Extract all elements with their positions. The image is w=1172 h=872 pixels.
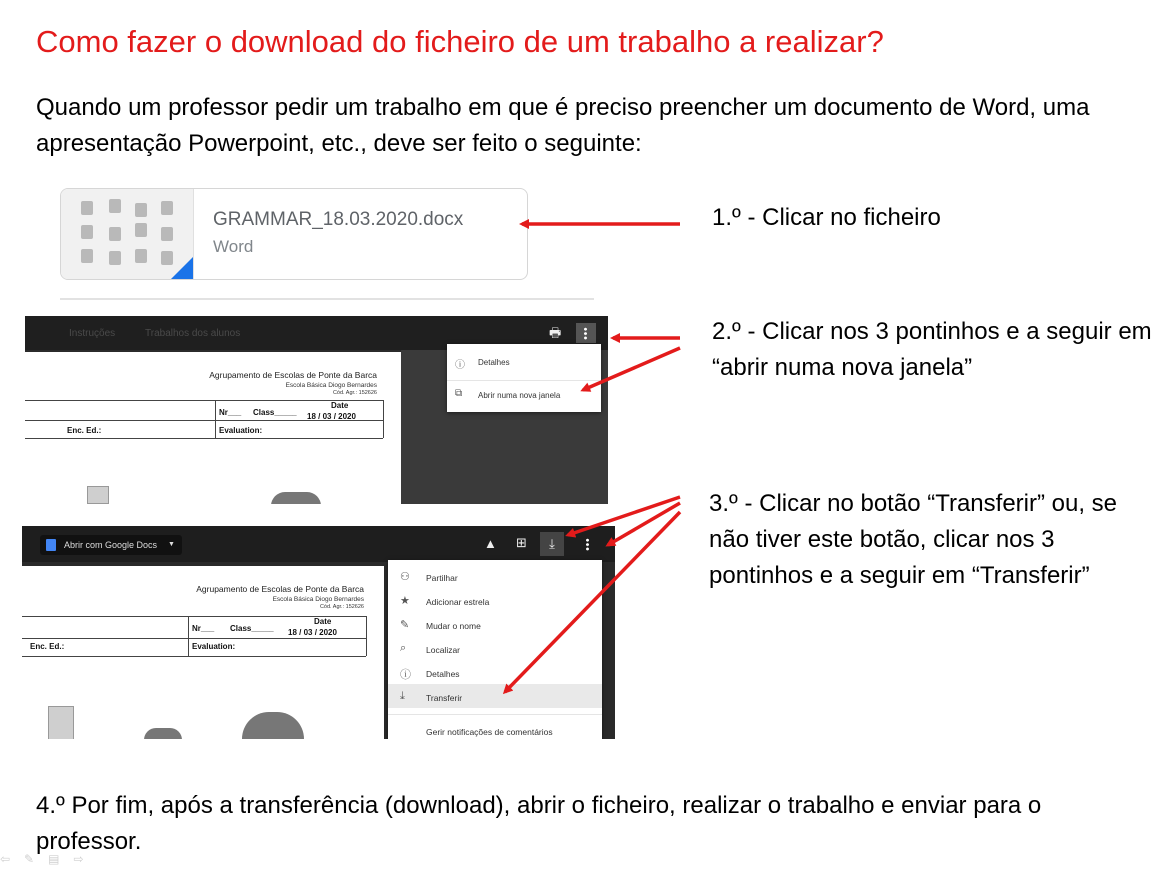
menu-item-highlight	[388, 684, 602, 708]
add-to-drive-icon[interactable]: ▲	[484, 536, 497, 551]
doc-date-value: 18 / 03 / 2020	[288, 628, 337, 637]
menu-item-comment-notifications[interactable]: Gerir notificações de comentários	[426, 727, 553, 737]
doc-date-label: Date	[331, 401, 349, 410]
tab-student-work[interactable]: Trabalhos dos alunos	[145, 328, 241, 339]
intro-text: Quando um professor pedir um trabalho em que é preciso preencher um documento de Word, uma apresentação Powerpoint, etc., deve ser feito o seguinte:	[36, 94, 1090, 157]
doc-evaluation: Evaluation:	[192, 642, 236, 651]
info-icon: ⓘ	[400, 669, 411, 681]
download-button[interactable]: ⤓	[540, 532, 564, 556]
doc-nr: Nr___	[219, 408, 242, 417]
open-with-docs-button[interactable]	[40, 535, 182, 555]
tab-instructions[interactable]: Instruções	[69, 328, 116, 339]
locate-icon: ⌕	[400, 642, 407, 654]
person-add-icon: ⚇	[400, 571, 410, 583]
more-vert-icon	[584, 327, 587, 340]
more-vert-icon[interactable]	[586, 538, 589, 551]
drive-options-menu	[388, 560, 602, 739]
info-icon: ⓘ	[455, 360, 465, 371]
step-1-text: 1.º - Clicar no ficheiro	[712, 204, 941, 231]
divider	[60, 298, 594, 300]
document-preview	[25, 352, 401, 504]
step-2-text: 2.º - Clicar nos 3 pontinhos e a seguir em “abrir numa nova janela”	[712, 318, 1152, 381]
doc-class: Class_____	[230, 624, 274, 633]
doc-enc-ed: Enc. Ed.:	[67, 426, 102, 435]
menu-item-locate[interactable]: Localizar	[426, 645, 461, 655]
doc-enc-ed: Enc. Ed.:	[30, 642, 65, 651]
menu-item-open-new-window[interactable]: Abrir numa nova janela	[478, 391, 561, 400]
menu-item-download[interactable]: Transferir	[426, 693, 463, 703]
doc-code: Cód. Agr.: 152626	[332, 390, 377, 396]
umbrella-image	[144, 728, 182, 739]
menu-item-share[interactable]: Partilhar	[426, 573, 458, 583]
viewer-screenshot-1	[25, 316, 608, 504]
menu-item-details[interactable]: Detalhes	[426, 669, 460, 679]
viewer-screenshot-2	[22, 526, 615, 739]
doc-date-value: 18 / 03 / 2020	[307, 412, 356, 421]
doc-school: Agrupamento de Escolas de Ponte da Barca	[196, 584, 364, 594]
open-new-window-icon: ⧉	[455, 388, 463, 399]
dropdown-icon: ▼	[168, 541, 175, 548]
file-card[interactable]	[60, 188, 528, 280]
file-thumbnail	[61, 189, 194, 279]
word-doc-icon	[171, 257, 193, 279]
doc-evaluation: Evaluation:	[219, 426, 263, 435]
open-with-docs-label: Abrir com Google Docs	[64, 540, 158, 550]
doc-nr: Nr___	[192, 624, 215, 633]
download-icon: ⤓	[400, 690, 405, 702]
print-icon[interactable]: 🖶	[549, 325, 562, 340]
more-options-button[interactable]	[576, 323, 596, 343]
umbrella-image	[242, 712, 304, 739]
star-icon: ★	[400, 595, 410, 607]
doc-subschool: Escola Básica Diogo Bernardes	[272, 596, 364, 603]
pencil-icon: ✎	[400, 619, 410, 631]
file-name: GRAMMAR_18.03.2020.docx	[213, 209, 464, 230]
menu-item-details[interactable]: Detalhes	[478, 358, 510, 367]
slide-nav-icons: ⇦✎▤⇨	[0, 852, 98, 866]
fridge-image	[87, 486, 109, 504]
fridge-image	[48, 706, 74, 739]
doc-class: Class_____	[253, 408, 297, 417]
menu-item-rename[interactable]: Mudar o nome	[426, 621, 481, 631]
drive-toolbar	[22, 526, 615, 562]
google-docs-icon	[46, 539, 56, 551]
umbrella-image	[271, 492, 321, 504]
file-type: Word	[213, 237, 254, 256]
arrow-step3-dots	[608, 503, 680, 545]
document-preview	[22, 566, 384, 739]
doc-code: Cód. Agr.: 152626	[319, 604, 364, 610]
doc-date-label: Date	[314, 617, 332, 626]
step-4-text: 4.º Por fim, após a transferência (download), abrir o ficheiro, realizar o trabalho e enviar para o professor.	[36, 792, 1042, 855]
step-3-text: 3.º - Clicar no botão “Transferir” ou, se não tiver este botão, clicar nos 3 pontinhos e a seguir em “Transferir”	[709, 490, 1118, 589]
page-title: Como fazer o download do ficheiro de um trabalho a realizar?	[36, 24, 884, 59]
doc-school: Agrupamento de Escolas de Ponte da Barca	[209, 370, 377, 380]
doc-subschool: Escola Básica Diogo Bernardes	[285, 382, 377, 389]
add-comment-icon[interactable]: ⊞	[516, 535, 527, 550]
options-menu	[447, 344, 601, 412]
menu-item-add-star[interactable]: Adicionar estrela	[426, 597, 490, 607]
